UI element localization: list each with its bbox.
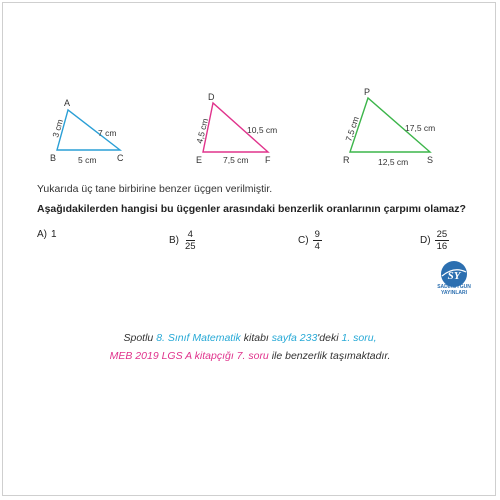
vertex-d: D bbox=[208, 92, 215, 102]
option-b-numerator: 4 bbox=[187, 229, 193, 240]
side-ab-label: 3 cm bbox=[50, 118, 66, 139]
triangle-def bbox=[194, 92, 277, 165]
footer-line-2 bbox=[0, 350, 500, 362]
vertex-s: S bbox=[427, 155, 434, 165]
side-df-label: 10,5 cm bbox=[247, 125, 278, 135]
logo-sub: YAYINLARI bbox=[440, 290, 468, 296]
option-a-value: 1 bbox=[51, 229, 57, 240]
option-c-numerator: 9 bbox=[314, 229, 320, 240]
option-b-fraction bbox=[183, 229, 198, 252]
intro-text: Yukarıda üç tane birbirine benzer üçgen verilmiştir. bbox=[37, 183, 273, 195]
option-d[interactable] bbox=[420, 229, 449, 252]
vertex-r: R bbox=[343, 155, 350, 165]
footer-question-ref: 1. soru, bbox=[341, 332, 377, 344]
logo-monogram: SY bbox=[447, 270, 461, 282]
option-d-denominator: 16 bbox=[436, 241, 448, 252]
side-ef-label: 7,5 cm bbox=[223, 155, 249, 165]
footer-page-ref: sayfa 233 bbox=[271, 332, 318, 344]
question-text: Aşağıdakilerden hangisi bu üçgenler arasındaki benzerlik oranlarının çarpımı olamaz? bbox=[37, 203, 466, 215]
option-b[interactable] bbox=[169, 229, 198, 252]
logo-wordmark bbox=[420, 284, 488, 296]
side-de-label: 4,5 cm bbox=[194, 117, 211, 145]
option-c-fraction bbox=[313, 229, 322, 252]
triangles-figure bbox=[0, 0, 500, 180]
footer-l1-p1: Spotlu bbox=[123, 332, 157, 344]
option-a-letter: A) bbox=[37, 229, 47, 240]
option-c-letter: C) bbox=[298, 235, 309, 246]
footer-l1-p5: 'deki bbox=[317, 332, 342, 344]
option-d-fraction bbox=[435, 229, 450, 252]
option-a[interactable] bbox=[37, 229, 57, 240]
triangle-abc bbox=[50, 98, 124, 165]
footer-exam-ref: MEB 2019 LGS A kitapçığı 7. soru bbox=[109, 350, 269, 362]
side-ps-label: 17,5 cm bbox=[405, 123, 436, 133]
option-b-letter: B) bbox=[169, 235, 179, 246]
option-c[interactable] bbox=[298, 229, 322, 252]
vertex-c: C bbox=[117, 153, 124, 163]
side-ac-label: 7 cm bbox=[98, 128, 117, 138]
option-c-denominator: 4 bbox=[314, 241, 320, 252]
footer-l1-p3: kitabı bbox=[240, 332, 272, 344]
footer-l2-p2: ile benzerlik taşımaktadır. bbox=[268, 350, 391, 362]
triangle-prs bbox=[343, 87, 435, 167]
vertex-f: F bbox=[265, 155, 271, 165]
vertex-e: E bbox=[196, 155, 203, 165]
logo-name: SADIKUYGUN bbox=[437, 284, 471, 290]
option-b-denominator: 25 bbox=[185, 241, 196, 252]
side-pr-label: 7,5 cm bbox=[343, 115, 361, 143]
vertex-a: A bbox=[64, 98, 71, 108]
vertex-p: P bbox=[364, 87, 371, 97]
footer-book-name: 8. Sınıf Matematik bbox=[156, 332, 241, 344]
option-d-numerator: 25 bbox=[436, 229, 448, 240]
side-rs-label: 12,5 cm bbox=[378, 157, 409, 167]
vertex-b: B bbox=[50, 153, 57, 163]
side-bc-label: 5 cm bbox=[78, 155, 97, 165]
option-d-letter: D) bbox=[420, 235, 431, 246]
footer-line-1 bbox=[0, 332, 500, 344]
